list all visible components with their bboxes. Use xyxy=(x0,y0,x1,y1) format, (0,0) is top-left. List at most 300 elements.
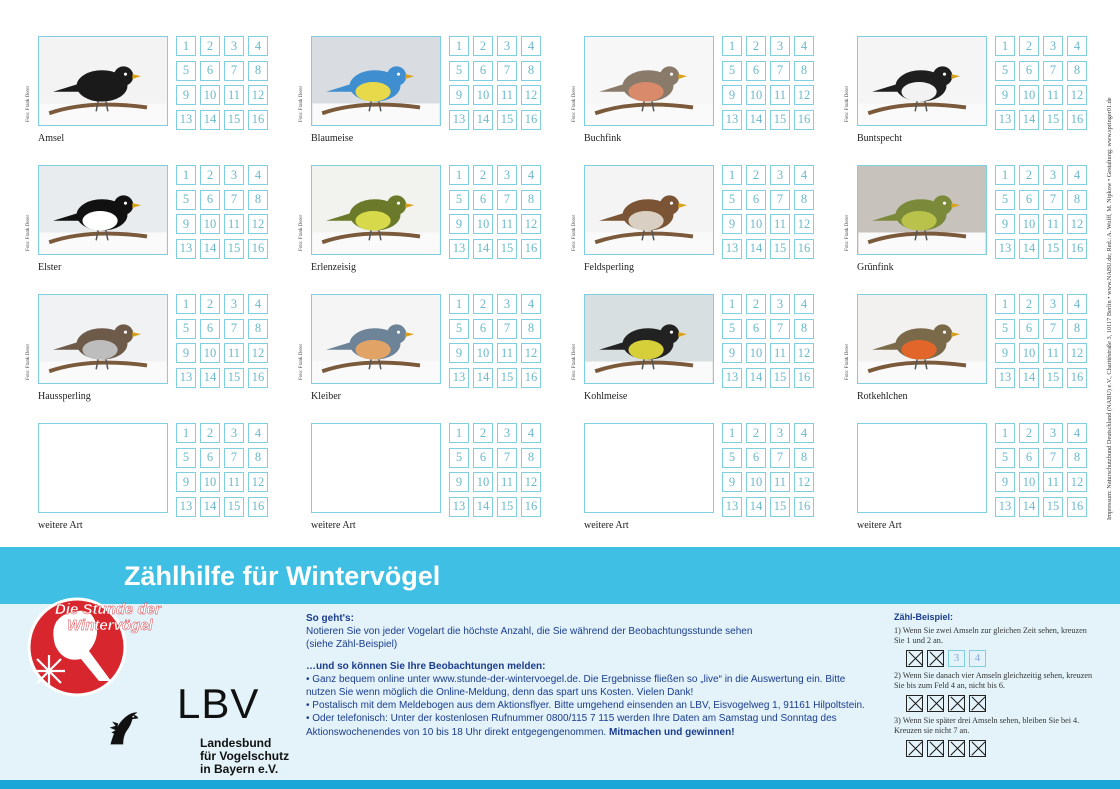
count-box[interactable]: 11 xyxy=(497,343,517,363)
count-box[interactable]: 3 xyxy=(1043,36,1063,56)
count-box[interactable]: 5 xyxy=(176,190,196,210)
count-box[interactable]: 12 xyxy=(794,85,814,105)
count-box[interactable]: 5 xyxy=(995,190,1015,210)
count-box[interactable]: 9 xyxy=(449,472,469,492)
count-box[interactable]: 12 xyxy=(1067,214,1087,234)
count-box[interactable]: 10 xyxy=(473,214,493,234)
count-box[interactable]: 14 xyxy=(200,368,220,388)
count-box[interactable]: 5 xyxy=(449,319,469,339)
count-box[interactable]: 14 xyxy=(473,497,493,517)
count-box[interactable]: 12 xyxy=(521,343,541,363)
count-box[interactable]: 14 xyxy=(746,497,766,517)
count-box[interactable]: 8 xyxy=(794,448,814,468)
photo-credit xyxy=(26,36,36,126)
count-box[interactable]: 5 xyxy=(995,319,1015,339)
count-box[interactable]: 13 xyxy=(449,497,469,517)
count-box[interactable]: 9 xyxy=(176,214,196,234)
count-box[interactable]: 3 xyxy=(497,423,517,443)
count-box[interactable]: 14 xyxy=(746,110,766,130)
count-box[interactable]: 8 xyxy=(1067,448,1087,468)
count-box[interactable]: 16 xyxy=(248,110,268,130)
bird-icon xyxy=(39,166,167,254)
count-box[interactable]: 4 xyxy=(248,294,268,314)
crossed-box xyxy=(927,695,944,712)
count-box[interactable]: 12 xyxy=(521,85,541,105)
count-box[interactable]: 4 xyxy=(1067,294,1087,314)
count-box[interactable]: 12 xyxy=(794,214,814,234)
count-box[interactable]: 4 xyxy=(1067,165,1087,185)
count-box[interactable]: 8 xyxy=(248,190,268,210)
magpie-photo xyxy=(38,165,168,255)
count-box[interactable]: 12 xyxy=(248,214,268,234)
photo-credit-text: Foto: Frank Derer xyxy=(299,85,304,122)
count-box[interactable]: 13 xyxy=(995,239,1015,259)
count-box[interactable]: 16 xyxy=(521,368,541,388)
count-box[interactable]: 6 xyxy=(200,61,220,81)
count-box[interactable]: 9 xyxy=(449,85,469,105)
count-box[interactable]: 3 xyxy=(770,36,790,56)
count-box[interactable]: 7 xyxy=(497,190,517,210)
count-box[interactable]: 13 xyxy=(176,368,196,388)
count-box[interactable]: 5 xyxy=(176,61,196,81)
count-box[interactable]: 9 xyxy=(722,343,742,363)
count-box[interactable]: 3 xyxy=(770,294,790,314)
count-box[interactable]: 1 xyxy=(449,165,469,185)
count-box[interactable]: 13 xyxy=(995,497,1015,517)
siskin-photo xyxy=(311,165,441,255)
count-box[interactable]: 8 xyxy=(248,448,268,468)
count-box[interactable]: 8 xyxy=(1067,61,1087,81)
bird-icon xyxy=(585,166,713,254)
count-box[interactable]: 12 xyxy=(248,85,268,105)
count-box[interactable]: 14 xyxy=(1019,110,1039,130)
robin-photo xyxy=(857,294,987,384)
count-box[interactable]: 3 xyxy=(224,294,244,314)
count-box[interactable]: 3 xyxy=(770,423,790,443)
count-box[interactable]: 13 xyxy=(176,110,196,130)
count-box[interactable]: 13 xyxy=(722,497,742,517)
count-box[interactable]: 11 xyxy=(1043,472,1063,492)
count-box[interactable]: 4 xyxy=(1067,423,1087,443)
count-box[interactable]: 11 xyxy=(497,472,517,492)
empty-photo-frame xyxy=(584,423,714,513)
count-box[interactable]: 3 xyxy=(497,294,517,314)
count-box[interactable]: 12 xyxy=(794,472,814,492)
count-box[interactable]: 15 xyxy=(1043,368,1063,388)
count-box[interactable]: 4 xyxy=(794,294,814,314)
bird-icon xyxy=(312,166,440,254)
count-box[interactable]: 2 xyxy=(1019,165,1039,185)
count-box[interactable]: 2 xyxy=(473,165,493,185)
count-box[interactable]: 3 xyxy=(224,423,244,443)
count-box[interactable]: 7 xyxy=(1043,61,1063,81)
count-box[interactable]: 14 xyxy=(473,239,493,259)
count-box[interactable]: 15 xyxy=(224,239,244,259)
count-box[interactable]: 14 xyxy=(200,110,220,130)
crossed-box xyxy=(969,695,986,712)
count-box[interactable]: 15 xyxy=(224,110,244,130)
count-box[interactable]: 1 xyxy=(449,423,469,443)
instructions-text-ref: (siehe Zähl-Beispiel) xyxy=(306,639,398,651)
count-box[interactable]: 14 xyxy=(200,497,220,517)
example-row-3 xyxy=(906,740,1094,757)
count-box[interactable]: 2 xyxy=(746,423,766,443)
species-name: weitere Art xyxy=(857,520,902,531)
count-box[interactable]: 2 xyxy=(200,36,220,56)
count-box[interactable]: 16 xyxy=(794,110,814,130)
count-box[interactable]: 4 xyxy=(248,165,268,185)
count-box[interactable]: 2 xyxy=(746,294,766,314)
count-box[interactable]: 11 xyxy=(770,343,790,363)
count-box[interactable]: 3 xyxy=(497,165,517,185)
lbv-name-line3: in Bayern e.V. xyxy=(200,762,279,776)
count-box[interactable]: 1 xyxy=(995,423,1015,443)
count-box[interactable]: 7 xyxy=(770,448,790,468)
count-box[interactable]: 6 xyxy=(746,448,766,468)
count-box[interactable]: 8 xyxy=(1067,319,1087,339)
count-box[interactable]: 10 xyxy=(200,214,220,234)
report-phone xyxy=(306,712,876,738)
empty-photo-frame xyxy=(38,423,168,513)
count-box[interactable]: 10 xyxy=(200,343,220,363)
example-heading: Zähl-Beispiel: xyxy=(894,612,954,622)
nuthatch-photo xyxy=(311,294,441,384)
count-box[interactable]: 16 xyxy=(1067,497,1087,517)
count-box[interactable]: 4 xyxy=(248,423,268,443)
count-box[interactable]: 1 xyxy=(176,165,196,185)
count-box[interactable]: 2 xyxy=(473,423,493,443)
count-box[interactable]: 1 xyxy=(722,294,742,314)
count-box[interactable]: 8 xyxy=(1067,190,1087,210)
tree-sparrow-photo xyxy=(584,165,714,255)
example-row-2 xyxy=(906,695,1094,712)
count-box[interactable]: 7 xyxy=(1043,448,1063,468)
count-box[interactable]: 13 xyxy=(722,368,742,388)
count-box[interactable]: 7 xyxy=(497,61,517,81)
count-box[interactable]: 11 xyxy=(224,472,244,492)
count-box[interactable]: 9 xyxy=(176,343,196,363)
count-box[interactable]: 2 xyxy=(200,165,220,185)
count-box[interactable]: 11 xyxy=(1043,85,1063,105)
count-box[interactable]: 2 xyxy=(1019,36,1039,56)
count-box[interactable]: 6 xyxy=(746,319,766,339)
count-box[interactable]: 8 xyxy=(794,319,814,339)
blue-tit-photo xyxy=(311,36,441,126)
count-box[interactable]: 4 xyxy=(521,36,541,56)
count-box[interactable]: 10 xyxy=(473,343,493,363)
count-box[interactable]: 11 xyxy=(224,214,244,234)
count-box[interactable]: 16 xyxy=(248,239,268,259)
count-box[interactable]: 13 xyxy=(449,368,469,388)
count-box[interactable]: 14 xyxy=(473,110,493,130)
count-box[interactable]: 7 xyxy=(497,448,517,468)
count-box[interactable]: 16 xyxy=(521,239,541,259)
count-box[interactable]: 3 xyxy=(1043,423,1063,443)
count-box[interactable]: 9 xyxy=(722,472,742,492)
count-box[interactable]: 13 xyxy=(449,239,469,259)
count-box[interactable]: 6 xyxy=(746,190,766,210)
count-box[interactable]: 1 xyxy=(995,294,1015,314)
count-box[interactable]: 10 xyxy=(200,85,220,105)
photo-credit xyxy=(845,36,855,126)
count-box[interactable]: 1 xyxy=(449,294,469,314)
count-box[interactable]: 12 xyxy=(794,343,814,363)
count-box[interactable]: 14 xyxy=(200,239,220,259)
count-box[interactable]: 16 xyxy=(521,497,541,517)
species-card xyxy=(26,294,276,409)
lbv-name-line1: Landesbund xyxy=(200,736,272,750)
count-box[interactable]: 15 xyxy=(497,239,517,259)
count-box[interactable]: 7 xyxy=(1043,190,1063,210)
count-box[interactable]: 10 xyxy=(1019,343,1039,363)
count-box[interactable]: 8 xyxy=(521,319,541,339)
count-box[interactable]: 10 xyxy=(1019,214,1039,234)
count-grid xyxy=(995,423,1085,517)
count-box[interactable]: 8 xyxy=(248,319,268,339)
count-box[interactable]: 2 xyxy=(1019,423,1039,443)
count-box[interactable]: 13 xyxy=(449,110,469,130)
count-box[interactable]: 9 xyxy=(995,85,1015,105)
count-box[interactable]: 3 xyxy=(1043,294,1063,314)
count-box[interactable]: 6 xyxy=(200,319,220,339)
count-box[interactable]: 4 xyxy=(794,423,814,443)
count-box[interactable]: 16 xyxy=(1067,239,1087,259)
count-box[interactable]: 1 xyxy=(722,165,742,185)
count-box[interactable]: 11 xyxy=(224,343,244,363)
count-box[interactable]: 10 xyxy=(746,343,766,363)
count-box[interactable]: 7 xyxy=(770,319,790,339)
count-box[interactable]: 5 xyxy=(176,319,196,339)
count-box[interactable]: 10 xyxy=(200,472,220,492)
count-box[interactable]: 15 xyxy=(770,497,790,517)
count-box[interactable]: 13 xyxy=(722,239,742,259)
count-box[interactable]: 4 xyxy=(521,294,541,314)
count-box[interactable]: 16 xyxy=(248,497,268,517)
count-box[interactable]: 9 xyxy=(995,214,1015,234)
count-box[interactable]: 4 xyxy=(1067,36,1087,56)
count-box[interactable]: 2 xyxy=(200,294,220,314)
count-box[interactable]: 10 xyxy=(473,85,493,105)
count-box[interactable]: 15 xyxy=(770,368,790,388)
count-box[interactable]: 7 xyxy=(224,319,244,339)
count-box[interactable]: 9 xyxy=(722,214,742,234)
count-box[interactable]: 10 xyxy=(746,472,766,492)
count-box[interactable]: 6 xyxy=(1019,448,1039,468)
count-box[interactable]: 3 xyxy=(770,165,790,185)
count-box[interactable]: 14 xyxy=(1019,497,1039,517)
count-box[interactable]: 5 xyxy=(722,61,742,81)
count-box[interactable]: 16 xyxy=(1067,368,1087,388)
count-box[interactable]: 9 xyxy=(449,214,469,234)
count-box[interactable]: 13 xyxy=(995,368,1015,388)
count-box[interactable]: 15 xyxy=(770,110,790,130)
title-banner xyxy=(0,547,1120,604)
count-box[interactable]: 6 xyxy=(473,319,493,339)
count-box[interactable]: 15 xyxy=(224,368,244,388)
count-box[interactable]: 1 xyxy=(176,294,196,314)
count-box[interactable]: 11 xyxy=(1043,343,1063,363)
count-box[interactable]: 12 xyxy=(248,472,268,492)
count-box[interactable]: 2 xyxy=(746,165,766,185)
count-box[interactable]: 8 xyxy=(521,448,541,468)
count-box[interactable]: 16 xyxy=(794,497,814,517)
count-box[interactable]: 14 xyxy=(473,368,493,388)
crossed-box xyxy=(906,650,923,667)
count-box[interactable]: 5 xyxy=(722,190,742,210)
crossed-box xyxy=(906,740,923,757)
count-box[interactable]: 9 xyxy=(995,472,1015,492)
count-box[interactable]: 6 xyxy=(1019,319,1039,339)
count-box[interactable]: 10 xyxy=(1019,85,1039,105)
count-box[interactable]: 6 xyxy=(200,448,220,468)
count-box[interactable]: 9 xyxy=(449,343,469,363)
photo-credit-text: Foto: Frank Derer xyxy=(572,85,577,122)
count-box[interactable]: 14 xyxy=(746,239,766,259)
count-box[interactable]: 10 xyxy=(746,85,766,105)
count-box[interactable]: 10 xyxy=(746,214,766,234)
count-box[interactable]: 13 xyxy=(176,239,196,259)
count-box[interactable]: 8 xyxy=(521,190,541,210)
count-box[interactable]: 6 xyxy=(746,61,766,81)
count-box[interactable]: 12 xyxy=(521,214,541,234)
count-box[interactable]: 5 xyxy=(722,319,742,339)
species-name: Blaumeise xyxy=(311,133,354,144)
count-box[interactable]: 9 xyxy=(176,472,196,492)
count-box[interactable]: 13 xyxy=(995,110,1015,130)
count-box[interactable]: 4 xyxy=(521,423,541,443)
count-box[interactable]: 6 xyxy=(473,448,493,468)
count-box[interactable]: 10 xyxy=(473,472,493,492)
count-box[interactable]: 5 xyxy=(449,61,469,81)
count-box[interactable]: 4 xyxy=(794,165,814,185)
count-box[interactable]: 15 xyxy=(770,239,790,259)
count-box[interactable]: 14 xyxy=(1019,239,1039,259)
count-box[interactable]: 5 xyxy=(995,61,1015,81)
species-name: Amsel xyxy=(38,133,65,144)
count-box[interactable]: 7 xyxy=(770,61,790,81)
count-box[interactable]: 2 xyxy=(473,294,493,314)
species-card xyxy=(572,36,822,151)
count-box[interactable]: 16 xyxy=(248,368,268,388)
count-box[interactable]: 7 xyxy=(770,190,790,210)
count-box[interactable]: 16 xyxy=(1067,110,1087,130)
count-box[interactable]: 5 xyxy=(449,190,469,210)
species-name: Erlenzeisig xyxy=(311,262,356,273)
count-box[interactable]: 15 xyxy=(497,110,517,130)
count-box[interactable]: 1 xyxy=(722,36,742,56)
count-box[interactable]: 4 xyxy=(794,36,814,56)
count-box[interactable]: 3 xyxy=(224,36,244,56)
count-box[interactable]: 12 xyxy=(521,472,541,492)
count-box[interactable]: 3 xyxy=(1043,165,1063,185)
count-box[interactable]: 2 xyxy=(1019,294,1039,314)
count-box[interactable]: 12 xyxy=(1067,472,1087,492)
count-box[interactable]: 5 xyxy=(995,448,1015,468)
count-box[interactable]: 2 xyxy=(200,423,220,443)
count-box[interactable]: 4 xyxy=(521,165,541,185)
count-box[interactable]: 15 xyxy=(1043,239,1063,259)
count-grid xyxy=(176,294,266,388)
bottom-strip xyxy=(0,780,1120,789)
count-box[interactable]: 10 xyxy=(1019,472,1039,492)
count-box[interactable]: 6 xyxy=(1019,61,1039,81)
count-box[interactable]: 3 xyxy=(497,36,517,56)
count-box[interactable]: 11 xyxy=(497,214,517,234)
count-box[interactable]: 1 xyxy=(995,165,1015,185)
count-box[interactable]: 11 xyxy=(224,85,244,105)
count-grid xyxy=(176,165,266,259)
photo-credit xyxy=(299,294,309,384)
count-box[interactable]: 16 xyxy=(521,110,541,130)
count-box[interactable]: 6 xyxy=(473,61,493,81)
count-box[interactable]: 8 xyxy=(794,190,814,210)
count-box[interactable]: 7 xyxy=(497,319,517,339)
count-box[interactable]: 16 xyxy=(794,239,814,259)
count-box[interactable]: 15 xyxy=(224,497,244,517)
count-box[interactable]: 7 xyxy=(1043,319,1063,339)
count-box[interactable]: 8 xyxy=(521,61,541,81)
count-box[interactable]: 6 xyxy=(200,190,220,210)
count-box[interactable]: 7 xyxy=(224,190,244,210)
count-box[interactable]: 11 xyxy=(1043,214,1063,234)
count-box[interactable]: 2 xyxy=(473,36,493,56)
species-name: weitere Art xyxy=(38,520,83,531)
count-box[interactable]: 3 xyxy=(224,165,244,185)
count-box[interactable]: 14 xyxy=(746,368,766,388)
count-box[interactable]: 7 xyxy=(224,61,244,81)
lbv-wordmark: LBV xyxy=(177,680,260,727)
count-box[interactable]: 9 xyxy=(995,343,1015,363)
count-box[interactable]: 7 xyxy=(224,448,244,468)
count-box[interactable]: 4 xyxy=(248,36,268,56)
count-box[interactable]: 8 xyxy=(248,61,268,81)
count-grid xyxy=(722,36,812,130)
count-box[interactable]: 14 xyxy=(1019,368,1039,388)
count-box[interactable]: 16 xyxy=(794,368,814,388)
count-box[interactable]: 1 xyxy=(176,36,196,56)
count-box[interactable]: 6 xyxy=(473,190,493,210)
species-name: Buchfink xyxy=(584,133,622,144)
count-box[interactable]: 15 xyxy=(497,497,517,517)
count-box[interactable]: 1 xyxy=(176,423,196,443)
count-box[interactable]: 11 xyxy=(497,85,517,105)
count-box[interactable]: 9 xyxy=(722,85,742,105)
count-box[interactable]: 1 xyxy=(722,423,742,443)
count-box[interactable]: 6 xyxy=(1019,190,1039,210)
count-box[interactable]: 11 xyxy=(770,85,790,105)
count-box[interactable]: 1 xyxy=(449,36,469,56)
count-box[interactable]: 12 xyxy=(1067,343,1087,363)
bird-icon xyxy=(585,37,713,125)
count-box[interactable]: 12 xyxy=(248,343,268,363)
count-box[interactable]: 5 xyxy=(449,448,469,468)
count-box[interactable]: 8 xyxy=(794,61,814,81)
count-box[interactable]: 9 xyxy=(176,85,196,105)
count-box[interactable]: 13 xyxy=(176,497,196,517)
count-box[interactable]: 1 xyxy=(995,36,1015,56)
count-box[interactable]: 13 xyxy=(722,110,742,130)
count-box[interactable]: 11 xyxy=(770,214,790,234)
blackbird-photo xyxy=(38,36,168,126)
count-box[interactable]: 12 xyxy=(1067,85,1087,105)
count-box[interactable]: 5 xyxy=(722,448,742,468)
count-box[interactable]: 15 xyxy=(497,368,517,388)
count-box[interactable]: 15 xyxy=(1043,110,1063,130)
count-box[interactable]: 15 xyxy=(1043,497,1063,517)
count-box[interactable]: 11 xyxy=(770,472,790,492)
count-box[interactable]: 2 xyxy=(746,36,766,56)
count-box[interactable]: 5 xyxy=(176,448,196,468)
